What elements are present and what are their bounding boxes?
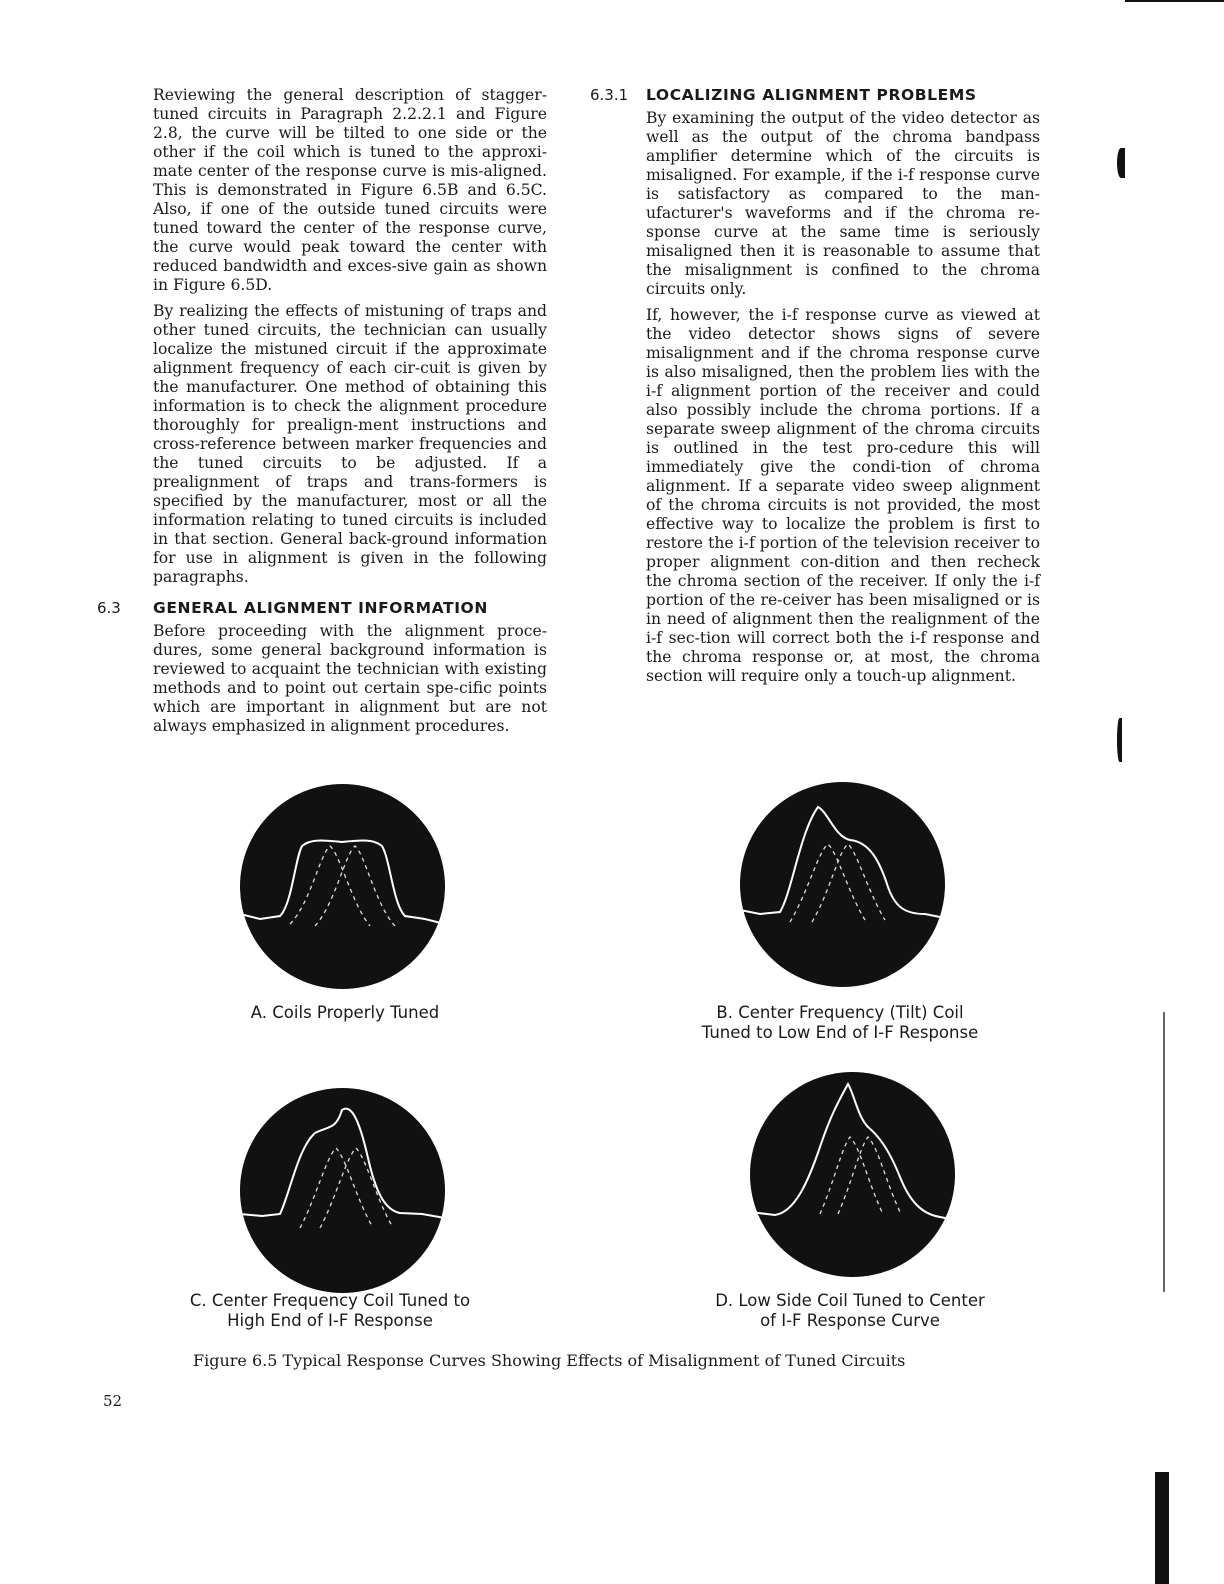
figure-label-d: D. Low Side Coil Tuned to Center of I-F Response Curve (715, 1291, 985, 1330)
left-column (97, 86, 547, 743)
figure-label-c: C. Center Frequency Coil Tuned to High End of I-F Response (189, 1291, 471, 1330)
response-curve-d (750, 1072, 955, 1277)
section-number-6-3: 6.3 (97, 598, 121, 617)
paragraph-however: If, however, the i-f response curve as viewed at the video detector shows signs of severe misalignment and if the chroma response curve is also misaligned, then the problem lies with the i-f alignment portion of the receiver and could also possibly include the chroma portions. If a separate sweep alignment of the chroma circuits is outlined in the test pro-cedure this will immediately give the condi-tion of chroma alignment. If a separate video sweep alignment of the chroma circuits is not provided, the most effective way to localize the problem is first to restore the i-f portion of the television receiver to proper alignment con-dition and then recheck the chroma section of the receiver. If only the i-f portion of the re-ceiver has been misaligned or is in need of alignment then the realignment of the i-f sec-tion will correct both the i-f response and the chroma response or, at most, the chroma section will require only a touch-up alignment. (646, 306, 1040, 685)
response-curve-c (240, 1088, 445, 1293)
section-title-general-alignment: GENERAL ALIGNMENT INFORMATION (153, 598, 488, 617)
paragraph-mistuning: By realizing the effects of mistuning of traps and other tuned circuits, the technician can usually localize the mistuned circuit if the approximate alignment frequency of each cir-cuit is given by the manufacturer. One method of obtaining this information is to check the alignment procedure thoroughly for prealign-ment instructions and cross-reference between marker frequencies and the tuned circuits to be adjusted. If a prealignment of traps and trans-formers is specified by the manufacturer, most or all the information relating to tuned circuits is included in that section. General back-ground information for use in alignment is given in the following paragraphs. (153, 302, 547, 586)
paragraph-examining-output: By examining the output of the video detector as well as the output of the chroma bandpass amplifier determine which of the circuits is misaligned. For example, if the i-f response curve is satisfactory as compared to the man-ufacturer's waveforms and if the chroma re-sponse curve at the same time is seriously misaligned then it is reasonable to assume that the misalignment is confined to the chroma circuits only. (646, 108, 1040, 298)
page-number: 52 (103, 1392, 123, 1410)
scope-image-c (240, 1088, 445, 1293)
scan-edge-line (1125, 0, 1224, 2)
scope-image-a (240, 784, 445, 989)
scope-image-b (740, 782, 945, 987)
right-column (590, 86, 1040, 694)
figure-label-a: A. Coils Properly Tuned (250, 1003, 440, 1022)
figure-label-b: B. Center Frequency (Tilt) Coil Tuned to Low End of I-F Response (701, 1003, 979, 1042)
response-curve-b (740, 782, 945, 987)
response-curve-a (240, 784, 445, 989)
scan-edge-line (1163, 1012, 1165, 1292)
paragraph-stagger-tuned: Reviewing the general description of stagger-tuned circuits in Paragraph 2.2.2.1 and Figure 2.8, the curve will be tilted to one side or the other if the coil which is tuned to the approxi-mate center of the response curve is mis-aligned. This is demonstrated in Figure 6.5B and 6.5C. Also, if one of the outside tuned circuits were tuned toward the center of the response curve, the curve would peak toward the center with reduced bandwidth and exces-sive gain as shown in Figure 6.5D. (153, 86, 547, 294)
scan-edge-bar (1155, 1472, 1169, 1584)
section-title-localizing: LOCALIZING ALIGNMENT PROBLEMS (646, 86, 977, 104)
scope-image-d (750, 1072, 955, 1277)
section-number-6-3-1: 6.3.1 (590, 86, 629, 104)
paragraph-general-alignment: Before proceeding with the alignment proce-dures, some general background information is reviewed to acquaint the technician with existing methods and to point out certain spe-cific points which are important in alignment but are not always emphasized in alignment procedures. (153, 621, 547, 735)
binding-hole-mark (1117, 148, 1125, 178)
binding-hole-mark (1117, 718, 1122, 762)
figure-caption: Figure 6.5 Typical Response Curves Showing Effects of Misalignment of Tuned Circuits (193, 1351, 906, 1370)
